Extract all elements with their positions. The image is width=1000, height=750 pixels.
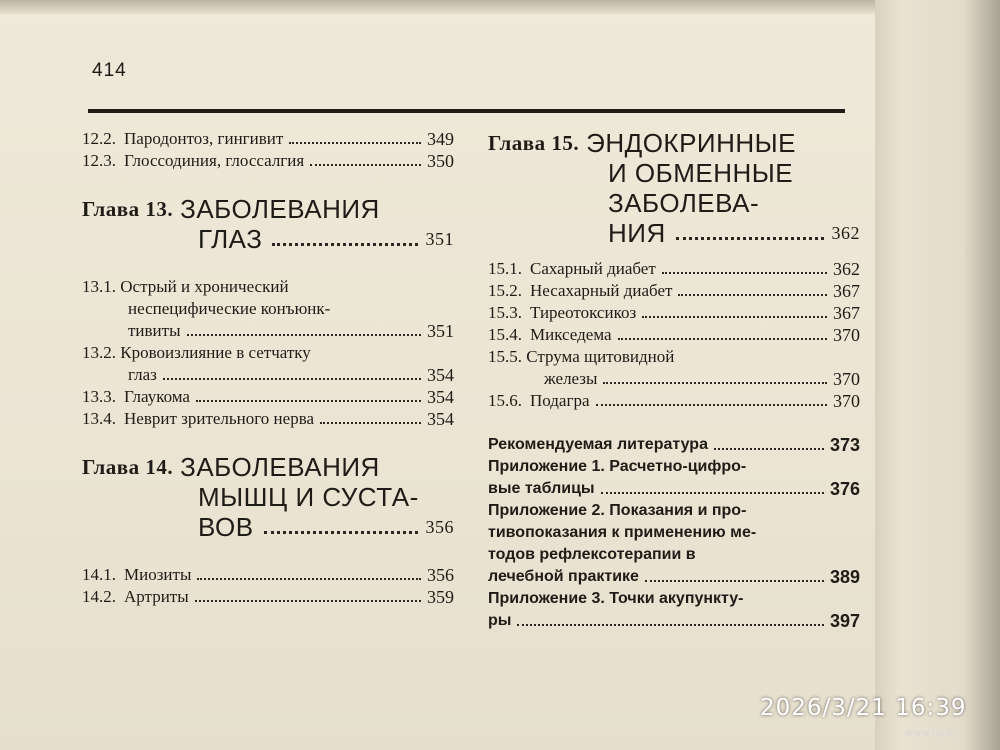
leader-dots: [642, 316, 827, 318]
leader-dots: [645, 580, 824, 582]
leader-dots: [320, 422, 421, 424]
toc-entry: 14.2. Артриты 359: [82, 587, 454, 607]
toc-appendix-entry: Приложение 2. Показания и про- тивопоказания к применению ме- тодов рефлексотерапии в лечебной практике 389: [488, 502, 860, 587]
toc-entry: 13.3. Глаукома 354: [82, 387, 454, 407]
chapter-heading: Глава 14. ЗАБОЛЕВАНИЯ МЫШЦ И СУСТА- ВОВ 356: [82, 452, 454, 542]
leader-dots: [603, 382, 827, 384]
toc-appendix-entry: Приложение 1. Расчетно-цифро- вые таблицы 376: [488, 458, 860, 499]
toc-entry: 12.2. Пародонтоз, гингивит 349: [82, 129, 454, 149]
page-top-shadow: [0, 0, 905, 14]
leader-dots: [676, 237, 824, 240]
leader-dots: [264, 531, 418, 534]
toc-appendix-entry: Рекомендуемая литература 373: [488, 435, 860, 455]
toc-appendix-entry: Приложение 3. Точки акупункту- ры 397: [488, 590, 860, 631]
photo-timestamp: 2026/3/21 16:39: [760, 695, 967, 721]
header-rule: [88, 109, 845, 113]
leader-dots: [662, 272, 827, 274]
toc-entry: 12.3. Глоссодиния, глоссалгия 350: [82, 151, 454, 171]
leader-dots: [678, 294, 827, 296]
watermark: www.by.by: [905, 728, 959, 739]
page-number: 414: [92, 60, 127, 81]
leader-dots: [195, 600, 421, 602]
chapter-heading: Глава 13. ЗАБОЛЕВАНИЯ ГЛАЗ 351: [82, 194, 454, 254]
toc-entry: 13.2. Кровоизлияние в сетчатку глаз 354: [82, 343, 454, 385]
toc-entry: 15.1. Сахарный диабет 362: [488, 259, 860, 279]
toc-entry: 15.3. Тиреотоксикоз 367: [488, 303, 860, 323]
leader-dots: [618, 338, 827, 340]
leader-dots: [596, 404, 828, 406]
toc-entry: 14.1. Миозиты 356: [82, 565, 454, 585]
toc-right-column: [488, 128, 860, 632]
leader-dots: [517, 624, 824, 626]
toc-entry: 15.4. Микседема 370: [488, 325, 860, 345]
next-page-edge: [875, 0, 1000, 750]
toc-entry: 15.2. Несахарный диабет 367: [488, 281, 860, 301]
leader-dots: [310, 164, 421, 166]
leader-dots: [197, 578, 421, 580]
toc-entry: 15.6. Подагра 370: [488, 391, 860, 411]
leader-dots: [601, 492, 824, 494]
leader-dots: [163, 378, 421, 380]
chapter-heading: Глава 15. ЭНДОКРИННЫЕ И ОБМЕННЫЕ ЗАБОЛЕВА- НИЯ 362: [488, 128, 860, 248]
leader-dots: [272, 243, 417, 246]
leader-dots: [714, 448, 824, 450]
toc-entry: 13.1. Острый и хронический неспецифические конъюнк- тивиты 351: [82, 277, 454, 341]
leader-dots: [187, 334, 421, 336]
leader-dots: [289, 142, 421, 144]
toc-entry: 13.4. Неврит зрительного нерва 354: [82, 409, 454, 429]
toc-entry: 15.5. Струма щитовидной железы 370: [488, 347, 860, 389]
leader-dots: [196, 400, 421, 402]
toc-left-column: [82, 128, 454, 608]
